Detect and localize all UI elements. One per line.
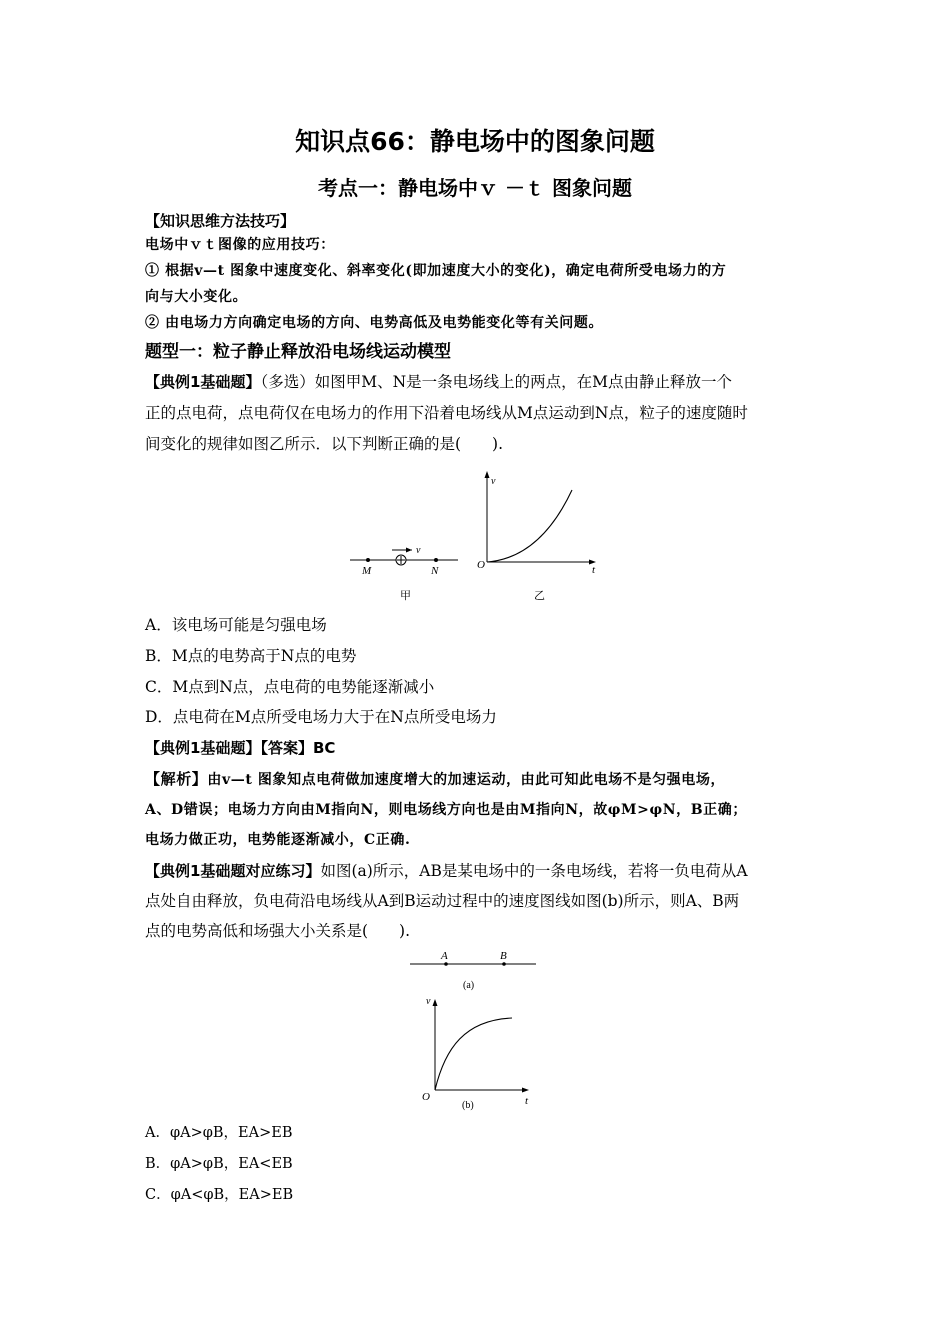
method-point1-line1: ① 根据v—t 图象中速度变化、斜率变化(即加速度大小的变化)，确定电荷所受电场力的方 (145, 263, 727, 279)
example1-line1 (145, 371, 805, 393)
example1-line3: 间变化的规律如图乙所示．以下判断正确的是( ). (145, 435, 504, 453)
t-axis-b-label: t (525, 1095, 529, 1107)
v-axis-label: v (491, 476, 496, 487)
example1-text1: （多选）如图甲M、N是一条电场线上的两点，在M点由静止释放一个 (260, 373, 733, 391)
point-a-dot (444, 962, 448, 966)
point-a-label: A (441, 950, 448, 962)
analysis-line1 (145, 768, 805, 791)
practice1-line3: 点的电势高低和场强大小关系是( ). (145, 922, 411, 940)
page-title: 知识点66：静电场中的图象问题 (295, 127, 655, 156)
example1-answer: 【典例1基础题】【答案】BC (145, 739, 336, 757)
figure-a-label: (a) (463, 980, 475, 991)
example1-figure (340, 462, 610, 607)
practice1-option-a: A．φA>φB，EA>EB (145, 1125, 293, 1141)
velocity-arrow-label: v (416, 545, 421, 556)
practice1-line1 (145, 860, 805, 882)
figure-yi-label: 乙 (534, 590, 545, 602)
method-point1-line2: 向与大小变化。 (145, 289, 248, 305)
point-m-dot (366, 558, 370, 562)
origin-b-label: O (422, 1091, 430, 1103)
method-header: 【知识思维方法技巧】 (145, 212, 296, 230)
type1-header: 题型一：粒子静止释放沿电场线运动模型 (145, 342, 451, 362)
origin-label: O (477, 559, 485, 571)
point-b-dot (502, 962, 506, 966)
example1-option-b: B．M点的电势高于N点的电势 (145, 647, 357, 665)
method-point2: ② 由电场力方向确定电场的方向、电势高低及电势能变化等有关问题。 (145, 315, 604, 331)
example1-line2: 正的点电荷，点电荷仅在电场力的作用下沿着电场线从M点运动到N点，粒子的速度随时 (145, 404, 748, 422)
point-m-label: M (362, 565, 372, 577)
practice1-option-c: C．φA<φB，EA>EB (145, 1187, 294, 1203)
point-b-label: B (500, 950, 507, 962)
analysis-line2: A、D错误；电场力方向由M指向N，则电场线方向也是由M指向N，故φM>φN，B正确； (145, 802, 747, 818)
practice1-text1: 如图(a)所示，AB是某电场中的一条电场线，若将一负电荷从A (320, 862, 748, 880)
example1-tag: 【典例1基础题】 (145, 373, 261, 391)
velocity-curve (487, 490, 572, 562)
example1-option-a: A．该电场可能是匀强电场 (145, 616, 327, 634)
practice1-option-b: B．φA>φB，EA<EB (145, 1156, 293, 1172)
method-intro: 电场中ｖｔ图像的应用技巧： (145, 237, 335, 253)
analysis-text1: 由v—t 图象知点电荷做加速度增大的加速运动，由此可知此电场不是匀强电场， (207, 772, 726, 788)
analysis-tag: 【解析】 (145, 770, 208, 788)
analysis-line3: 电场力做正功，电势能逐渐减小，C正确. (145, 832, 411, 848)
point-n-label: N (431, 565, 439, 577)
v-axis-b-label: v (426, 996, 431, 1007)
figure-b-label: (b) (462, 1100, 474, 1111)
practice1-tag: 【典例1基础题对应练习】 (145, 862, 321, 880)
point-n-dot (434, 558, 438, 562)
example1-option-c: C．M点到N点，点电荷的电势能逐渐减小 (145, 678, 435, 696)
example1-option-d: D．点电荷在M点所受电场力大于在N点所受电场力 (145, 708, 497, 726)
figure-jia-label: 甲 (400, 590, 411, 602)
t-axis-label: t (592, 564, 596, 576)
practice1-line2: 点处自由释放，负电荷沿电场线从A到B运动过程中的速度图线如图(b)所示，则A、B两 (145, 892, 740, 910)
velocity-curve-b (435, 1018, 512, 1090)
practice1-figure (405, 948, 545, 1118)
section-subtitle: 考点一：静电场中ｖ －ｔ 图象问题 (318, 176, 632, 200)
